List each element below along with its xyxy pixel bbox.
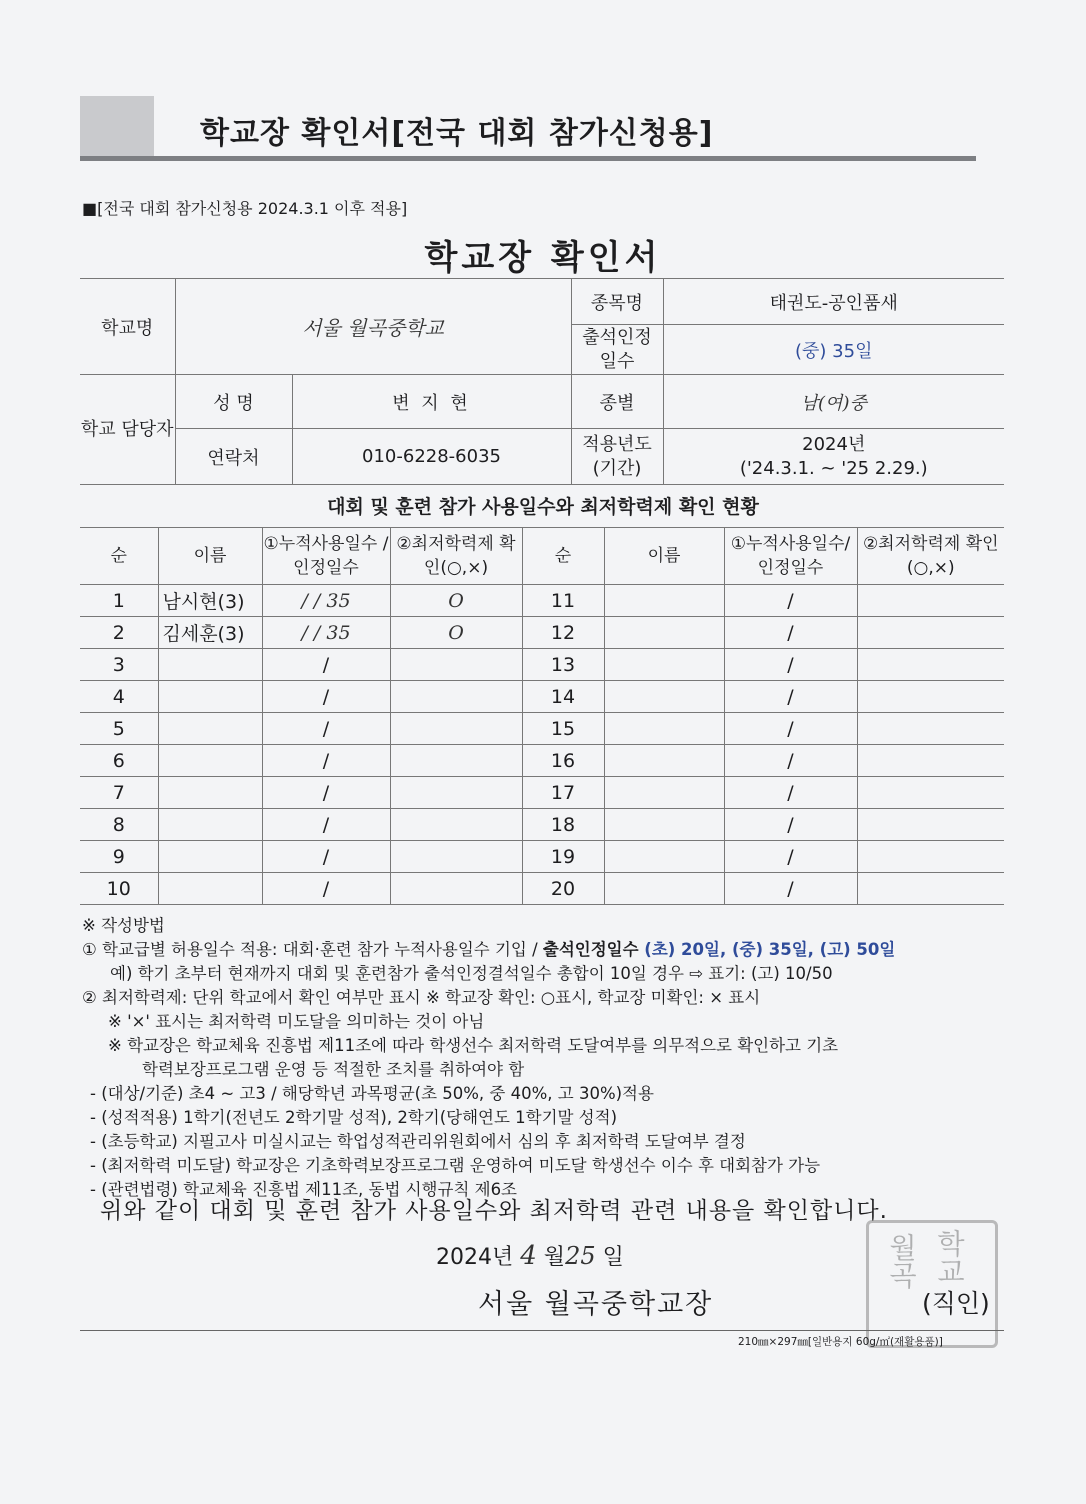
- row-days-right: /: [724, 713, 857, 745]
- contact-value: 010-6228-6035: [292, 429, 571, 485]
- row-confirm-right: [857, 617, 1004, 649]
- header-title: 학교장 확인서[전국 대회 참가신청용]: [200, 116, 714, 151]
- row-name: 김세훈(3): [158, 617, 262, 649]
- row-seq-right: 13: [522, 649, 604, 681]
- event-label: 종목명: [571, 279, 663, 325]
- row-days: /: [262, 649, 390, 681]
- row-name: [158, 681, 262, 713]
- note-2: ② 최저학력제: 단위 학교에서 확인 여부만 표시 ※ 학교장 확인: ○표시, 학교장 미확인: × 표시: [82, 988, 761, 1007]
- header-days-right: ①누적사용일수/ 인정일수: [724, 528, 857, 585]
- row-confirm: O: [390, 617, 522, 649]
- note-1-text: ① 학교급별 허용일수 적용: 대회·훈련 참가 누적사용일수 기입 /: [82, 940, 543, 959]
- row-confirm: O: [390, 585, 522, 617]
- row-confirm: [390, 649, 522, 681]
- row-seq-right: 20: [522, 873, 604, 905]
- row-seq-right: 19: [522, 841, 604, 873]
- row-seq-right: 12: [522, 617, 604, 649]
- row-name-right: [604, 745, 724, 777]
- row-days: /: [262, 841, 390, 873]
- note-1: [82, 938, 1012, 962]
- detail-5: - (관련법령) 학교체육 진흥법 제11조, 동법 시행규칙 제6조: [90, 1180, 517, 1199]
- row-seq-right: 18: [522, 809, 604, 841]
- confirmation-statement: 위와 같이 대회 및 훈련 참가 사용일수와 최저학력 관련 내용을 확인합니다.: [100, 1198, 888, 1224]
- table-header-row: [80, 528, 1004, 585]
- row-seq-right: 14: [522, 681, 604, 713]
- detail-2: - (성적적용) 1학기(전년도 2학기말 성적), 2학기(당해연도 1학기말 성적): [90, 1108, 618, 1127]
- issue-date: [436, 1240, 624, 1271]
- row-confirm-right: [857, 809, 1004, 841]
- header-days: ①누적사용일수 /인정일수: [262, 528, 390, 585]
- row-name: [158, 777, 262, 809]
- table-row: [80, 777, 1004, 809]
- row-name: [158, 809, 262, 841]
- staff-name: 변 지 현: [292, 375, 571, 429]
- row-confirm-right: [857, 777, 1004, 809]
- year-value: 2024년: [802, 433, 866, 455]
- table-row: [80, 873, 1004, 905]
- header-seq-right: 순: [522, 528, 604, 585]
- table-row: [80, 585, 1004, 617]
- row-confirm-right: [857, 681, 1004, 713]
- row-confirm-right: [857, 873, 1004, 905]
- table-row: [80, 841, 1004, 873]
- school-label: 학교명: [80, 279, 175, 375]
- table-row: [80, 713, 1004, 745]
- row-name-right: [604, 777, 724, 809]
- row-confirm-right: [857, 713, 1004, 745]
- row-days: /: [262, 745, 390, 777]
- table-row: [80, 745, 1004, 777]
- school-name: 서울 월곡중학교: [175, 279, 571, 375]
- event-value: 태권도-공인품새: [663, 279, 1004, 325]
- row-seq: 1: [80, 585, 158, 617]
- row-name: 남시현(3): [158, 585, 262, 617]
- table-row: [80, 681, 1004, 713]
- applicability-note: ■[전국 대회 참가신청용 2024.3.1 이후 적용]: [82, 199, 408, 218]
- row-name: [158, 841, 262, 873]
- principal-signature-line: 서울 월곡중학교장: [478, 1289, 714, 1320]
- row-name-right: [604, 873, 724, 905]
- row-confirm: [390, 681, 522, 713]
- year-label: 적용년도 (기간): [571, 429, 663, 485]
- table-row: [80, 809, 1004, 841]
- row-seq: 2: [80, 617, 158, 649]
- year-period: ('24.3.1. ~ '25 2.29.): [739, 457, 928, 479]
- header-name: 이름: [158, 528, 262, 585]
- row-seq: 10: [80, 873, 158, 905]
- row-days: /: [262, 777, 390, 809]
- row-confirm-right: [857, 585, 1004, 617]
- staff-label: 학교 담당자: [80, 375, 175, 485]
- note-1-example: 예) 학기 초부터 현재까지 대회 및 훈련참가 출석인정결석일수 총합이 10일 경우 ⇨ 표기: (고) 10/50: [110, 964, 833, 983]
- row-confirm: [390, 873, 522, 905]
- header-confirm: ②최저학력제 확인(○,×): [390, 528, 522, 585]
- row-confirm-right: [857, 841, 1004, 873]
- attendance-value: (중) 35일: [663, 325, 1004, 375]
- header-seq: 순: [80, 528, 158, 585]
- row-seq-right: 17: [522, 777, 604, 809]
- year-cell: [663, 429, 1004, 485]
- name-label: 성 명: [175, 375, 292, 429]
- row-confirm-right: [857, 745, 1004, 777]
- participants-table: [80, 527, 1004, 905]
- note-2-b: ※ 학교장은 학교체육 진흥법 제11조에 따라 학생선수 최저학력 도달여부를 의무적으로 확인하고 기초: [108, 1036, 839, 1055]
- row-days-right: /: [724, 617, 857, 649]
- row-name-right: [604, 713, 724, 745]
- table-row: [80, 617, 1004, 649]
- school-seal-image: 월곡 학교: [866, 1220, 998, 1348]
- row-days: /: [262, 873, 390, 905]
- row-name: [158, 713, 262, 745]
- row-seq-right: 11: [522, 585, 604, 617]
- row-name: [158, 873, 262, 905]
- seal-mark: (직인): [922, 1289, 990, 1318]
- detail-4: - (최저학력 미도달) 학교장은 기초학력보장프로그램 운영하여 미도달 학생선수 이수 후 대회참가 가능: [90, 1156, 821, 1175]
- row-name-right: [604, 617, 724, 649]
- row-name-right: [604, 841, 724, 873]
- date-month: 4: [520, 1241, 537, 1271]
- row-days: / / 35: [262, 617, 390, 649]
- row-seq-right: 15: [522, 713, 604, 745]
- header-confirm-right: ②최저학력제 확인(○,×): [857, 528, 1004, 585]
- row-days: / / 35: [262, 585, 390, 617]
- row-seq: 4: [80, 681, 158, 713]
- row-days-right: /: [724, 777, 857, 809]
- row-days: /: [262, 713, 390, 745]
- date-day: 25: [565, 1242, 596, 1270]
- row-name-right: [604, 809, 724, 841]
- footer-divider: [80, 1330, 1004, 1331]
- school-info-table: [80, 278, 1004, 485]
- row-days-right: /: [724, 745, 857, 777]
- row-name: [158, 745, 262, 777]
- row-days: /: [262, 809, 390, 841]
- table-row: [80, 649, 1004, 681]
- row-seq: 8: [80, 809, 158, 841]
- gender-label: 종별: [571, 375, 663, 429]
- gender-value: 남(여)중: [663, 375, 1004, 429]
- instructions-heading: ※ 작성방법: [82, 916, 165, 935]
- section-title: 대회 및 훈련 참가 사용일수와 최저학력제 확인 현황: [327, 496, 759, 518]
- row-seq: 9: [80, 841, 158, 873]
- document-title: 학교장 확인서: [424, 238, 662, 278]
- row-name-right: [604, 681, 724, 713]
- row-confirm: [390, 713, 522, 745]
- note-2-a: ※ '×' 표시는 최저학력 미도달을 의미하는 것이 아님: [108, 1012, 485, 1031]
- date-year: 2024년: [436, 1245, 514, 1270]
- row-days-right: /: [724, 649, 857, 681]
- row-days-right: /: [724, 681, 857, 713]
- note-1-bold: 출석인정일수: [542, 940, 645, 959]
- row-days-right: /: [724, 841, 857, 873]
- row-name-right: [604, 649, 724, 681]
- row-seq-right: 16: [522, 745, 604, 777]
- row-name-right: [604, 585, 724, 617]
- header-name-right: 이름: [604, 528, 724, 585]
- detail-3: - (초등학교) 지필고사 미실시교는 학업성적관리위원회에서 심의 후 최저학력 도달여부 결정: [90, 1132, 746, 1151]
- row-days: /: [262, 681, 390, 713]
- paper-spec: 210㎜×297㎜[일반용지 60g/㎡(재활용품)]: [738, 1336, 943, 1348]
- detail-1: - (대상/기준) 초4 ~ 고3 / 해당학년 과목평균(초 50%, 중 40%, 고 30%)적용: [90, 1084, 654, 1103]
- row-seq: 5: [80, 713, 158, 745]
- row-seq: 7: [80, 777, 158, 809]
- note-1-limits: (초) 20일, (중) 35일, (고) 50일: [644, 940, 896, 959]
- row-confirm: [390, 777, 522, 809]
- row-name: [158, 649, 262, 681]
- instructions: [82, 914, 1012, 1202]
- row-confirm: [390, 809, 522, 841]
- row-days-right: /: [724, 873, 857, 905]
- row-seq: 6: [80, 745, 158, 777]
- note-2-c: 학력보장프로그램 운영 등 적절한 조치를 취하여야 함: [142, 1060, 525, 1079]
- header-shade: [80, 96, 154, 156]
- row-days-right: /: [724, 585, 857, 617]
- header-divider: [80, 156, 976, 161]
- attendance-label: 출석인정 일수: [571, 325, 663, 375]
- row-confirm: [390, 745, 522, 777]
- date-day-unit: 일: [602, 1245, 624, 1270]
- date-month-unit: 월: [543, 1245, 566, 1270]
- row-confirm: [390, 841, 522, 873]
- row-days-right: /: [724, 809, 857, 841]
- row-seq: 3: [80, 649, 158, 681]
- row-confirm-right: [857, 649, 1004, 681]
- contact-label: 연락처: [175, 429, 292, 485]
